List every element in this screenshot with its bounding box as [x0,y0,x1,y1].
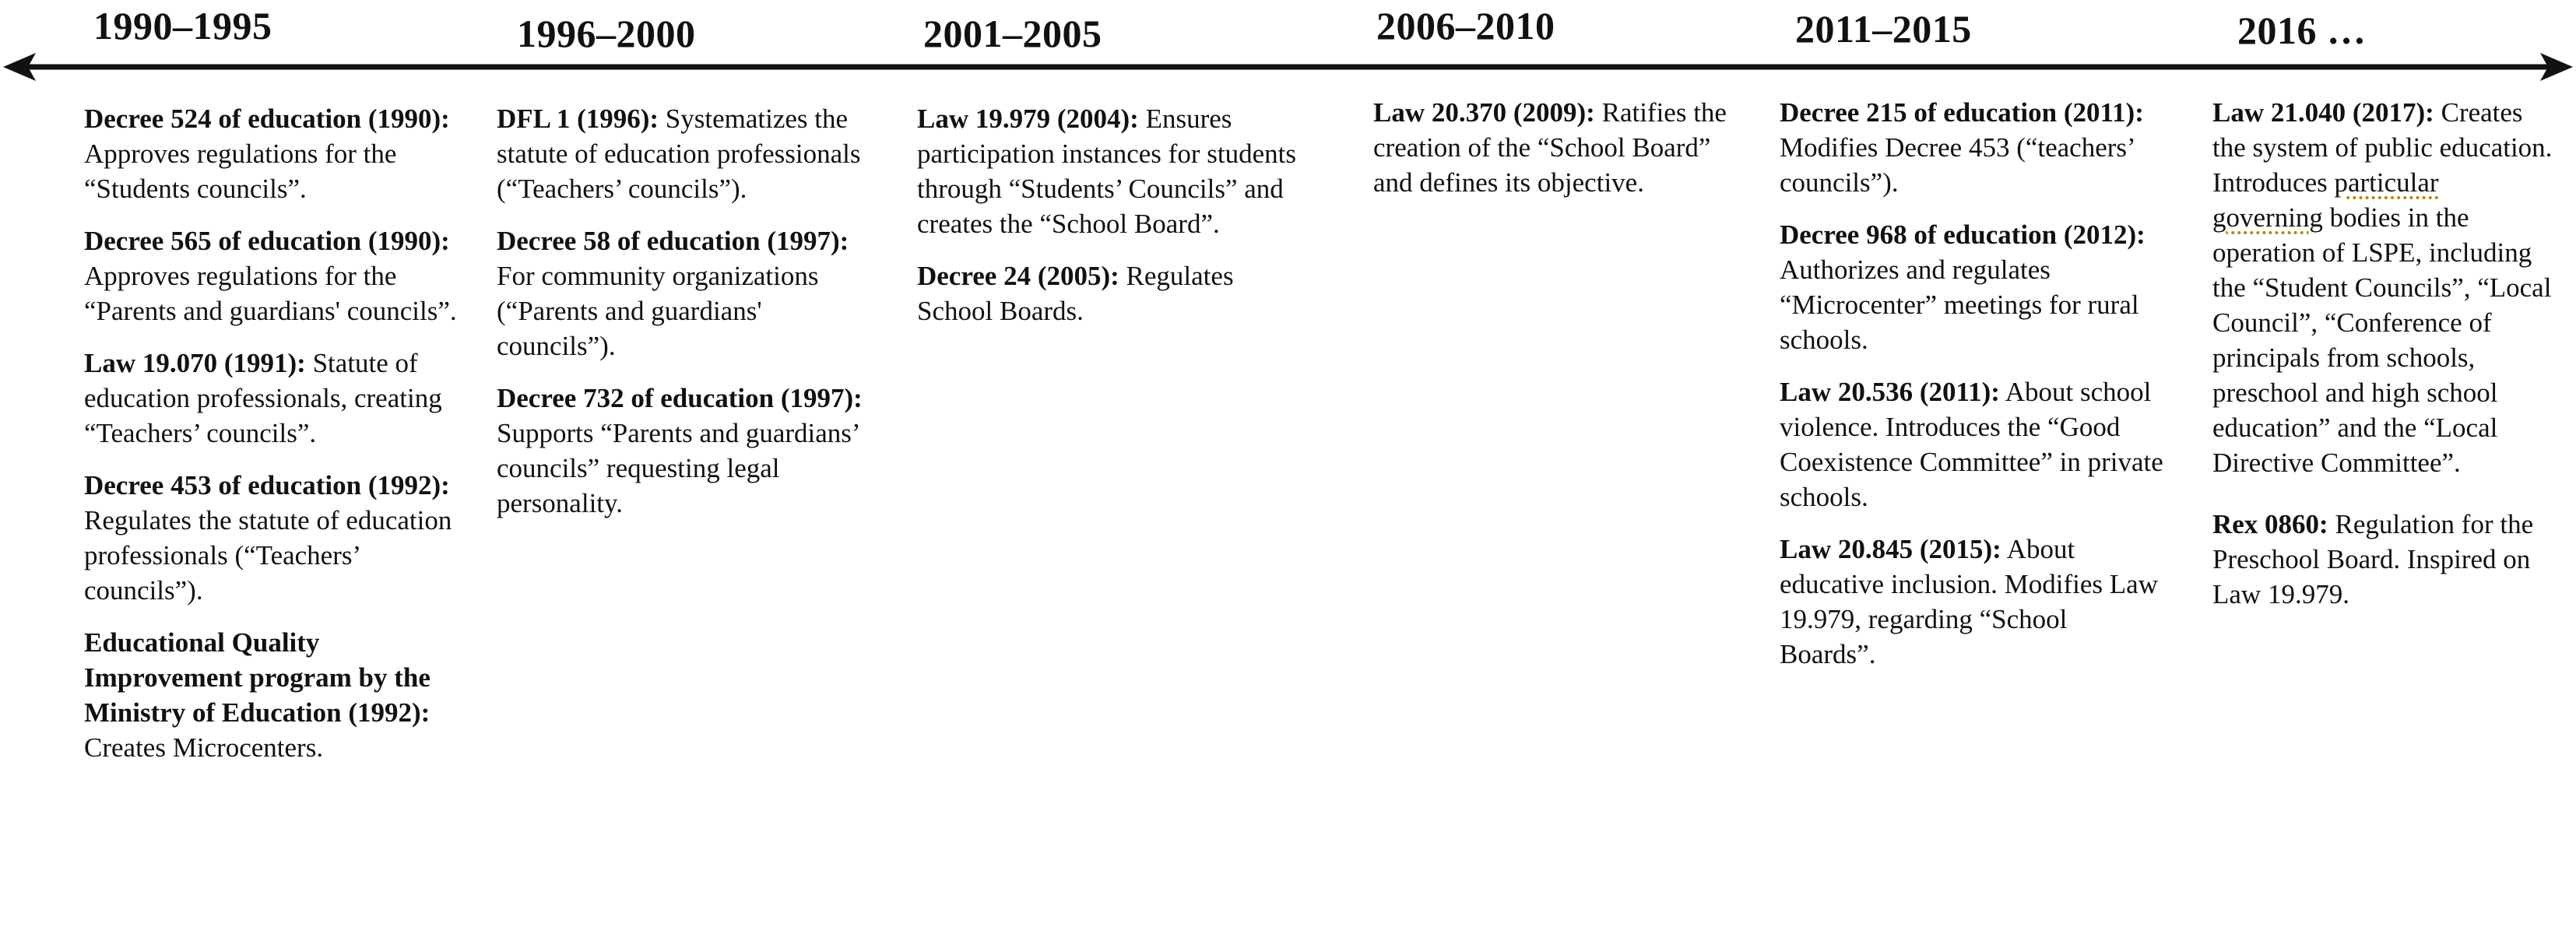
entry-text: Authorizes and regulates “Microcenter” meetings for rural schools. [1780,255,2139,355]
entry-title: Decree 732 of education (1997): [497,383,863,413]
timeline-entry [497,101,877,206]
spellcheck-flagged-text: particular governing [2212,167,2439,233]
entry-title: Decree 215 of education (2011): [1780,97,2144,128]
period-column-2001-2005 [917,101,1306,346]
period-label-1996-2000: 1996–2000 [517,12,696,55]
period-label-2011-2015: 2011–2015 [1795,7,1972,51]
period-label-2016: 2016 … [2237,9,2367,52]
entry-text: Regulates School Boards. [917,261,1234,326]
entry-text: About educative inclusion. Modifies Law 19.979, regarding “School Boards”. [1780,534,2158,669]
period-label-1990-1995: 1990–1995 [93,4,272,47]
entry-text: bodies in the operation of LSPE, including the “Student Councils”, “Local Council”, “Conference of principals from schools, preschool and high school education” and the “Local Directive Committee”. [2212,202,2552,478]
entry-text: Approves regulations for the “Parents and guardians' councils”. [84,261,457,326]
timeline-entry [1780,217,2169,357]
entry-title: Decree 453 of education (1992): [84,470,450,500]
entry-title: DFL 1 (1996): [497,104,659,134]
entry-text: Ratifies the creation of the “School Board” and defines its objective. [1373,97,1727,198]
entry-title: Rex 0860: [2212,509,2328,539]
timeline-entry [1780,374,2169,514]
period-column-1990-1995 [84,101,473,782]
entry-text: Creates the system of public education. Introduces [2212,97,2553,198]
entry-title: Educational Quality Improvement program by the Ministry of Education (1992): [84,627,431,728]
entry-text: For community organizations (“Parents and guardians' councils”). [497,261,819,361]
period-column-2006-2010 [1373,95,1747,217]
entry-text: Ensures participation instances for students through “Students’ Councils” and creates the “School Board”. [917,104,1296,239]
timeline-entry [1373,95,1747,200]
entry-title: Decree 524 of education (1990): [84,104,450,134]
entry-title: Law 20.845 (2015): [1780,534,2001,564]
period-label-2001-2005: 2001–2005 [923,12,1102,55]
entry-text: Approves regulations for the “Students councils”. [84,139,397,204]
timeline-entry [84,346,473,451]
period-column-2016 [2212,95,2555,629]
timeline-entry [1780,532,2169,672]
timeline-entry [917,101,1306,241]
timeline-entry [497,223,877,363]
entry-text: Creates Microcenters. [84,732,324,763]
entry-title: Law 19.070 (1991): [84,348,306,378]
timeline-entry [917,258,1306,328]
entry-text: Systematizes the statute of education professionals (“Teachers’ councils”). [497,104,861,204]
entry-text: Regulates the statute of education professionals (“Teachers’ councils”). [84,505,452,606]
entry-title: Decree 968 of education (2012): [1780,219,2145,250]
entry-text: Regulation for the Preschool Board. Inspired on Law 19.979. [2212,509,2534,609]
entry-title: Decree 565 of education (1990): [84,226,450,256]
period-column-2011-2015 [1780,95,2169,689]
entry-title: Decree 58 of education (1997): [497,226,849,256]
entry-title: Decree 24 (2005): [917,261,1119,291]
timeline-entry [84,101,473,206]
entry-title: Law 20.536 (2011): [1780,377,2000,407]
entry-text: Modifies Decree 453 (“teachers’ councils”). [1780,132,2135,198]
timeline-entry [1780,95,2169,200]
timeline-entry [2212,95,2555,480]
timeline-entry [84,468,473,608]
entry-text: About school violence. Introduces the “Good Coexistence Committee” in private schools. [1780,377,2163,512]
timeline-entry [84,625,473,765]
entry-title: Law 19.979 (2004): [917,104,1139,134]
entry-title: Law 21.040 (2017): [2212,97,2434,128]
timeline-entry [84,223,473,328]
timeline-entry [2212,507,2555,612]
period-column-1996-2000 [497,101,877,538]
timeline-entry [497,381,877,521]
timeline-axis [0,48,2576,86]
entry-title: Law 20.370 (2009): [1373,97,1595,128]
period-label-2006-2010: 2006–2010 [1376,4,1555,47]
entry-text: Supports “Parents and guardians’ councils” requesting legal personality. [497,418,859,518]
entry-text: Statute of education professionals, creating “Teachers’ councils”. [84,348,442,448]
